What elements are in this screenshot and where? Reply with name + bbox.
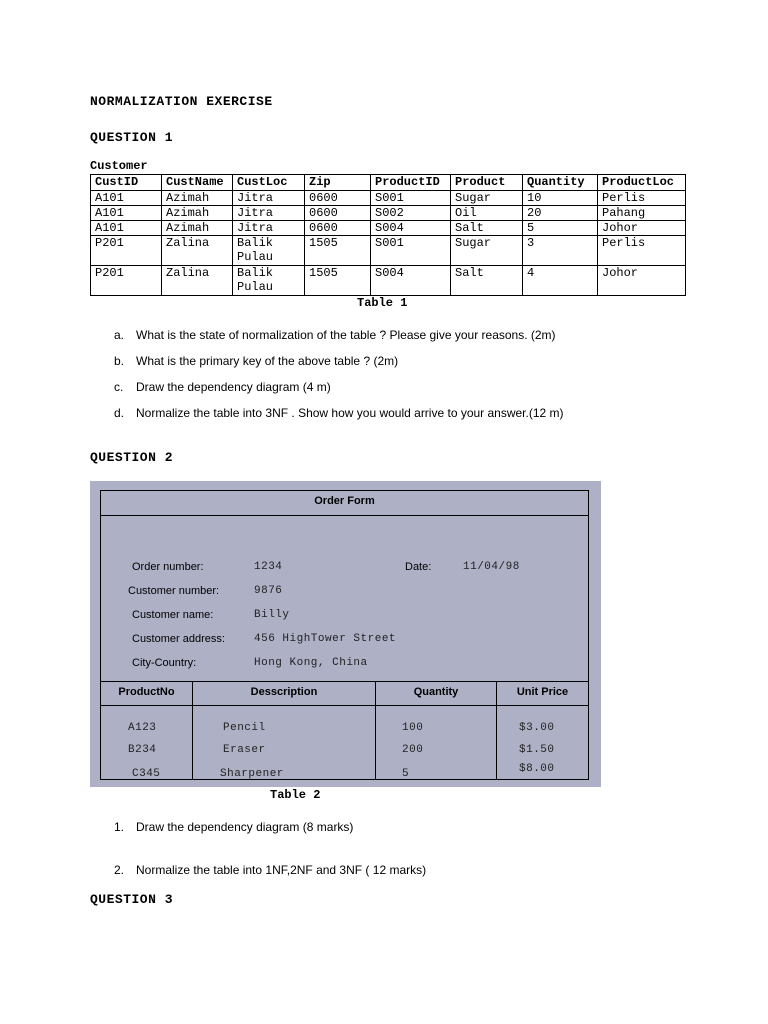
table-cell: 20 [523, 206, 598, 221]
question-2-heading: QUESTION 2 [90, 450, 174, 465]
item-text: Normalize the table into 1NF,2NF and 3NF ( 12 marks) [136, 863, 427, 877]
column-header: CustName [162, 175, 233, 191]
table-row [91, 236, 686, 266]
item-marker: 1. [114, 820, 125, 834]
table-cell: $8.00 [519, 763, 555, 775]
column-header: Zip [305, 175, 371, 191]
table-cell: S004 [371, 221, 451, 236]
table-cell: Azimah [162, 191, 233, 206]
table-cell: A101 [91, 221, 162, 236]
table-caption: Customer [90, 159, 148, 173]
table-cell: Sugar [451, 191, 523, 206]
table-cell: S001 [371, 191, 451, 206]
table-cell: S002 [371, 206, 451, 221]
table-cell: $1.50 [519, 744, 555, 756]
item-marker: 2. [114, 863, 125, 877]
city-country-label: City-Country: [132, 657, 197, 669]
order-number-label: Order number: [132, 561, 204, 573]
divider [101, 705, 588, 706]
table-cell: Johor [598, 221, 686, 236]
column-header: ProductNo [118, 686, 175, 698]
table-row [91, 206, 686, 221]
table-cell: Salt [451, 266, 523, 296]
table-cell: Eraser [223, 744, 266, 756]
date-label: Date: [405, 561, 432, 573]
table-cell: Balik Pulau [233, 236, 305, 266]
item-text: Normalize the table into 3NF . Show how you would arrive to your answer.(12 m) [136, 406, 564, 420]
table-row [91, 266, 686, 296]
item-marker: c. [114, 380, 124, 394]
table-cell: Pencil [223, 722, 266, 734]
table-cell: B234 [128, 744, 157, 756]
city-country-value: Hong Kong, China [254, 657, 368, 669]
table-cell: Azimah [162, 206, 233, 221]
table-cell: Perlis [598, 191, 686, 206]
order-form-frame [100, 490, 589, 780]
table-cell: Zalina [162, 266, 233, 296]
table-cell: 100 [402, 722, 424, 734]
table-cell: Perlis [598, 236, 686, 266]
table-cell: Pahang [598, 206, 686, 221]
table-cell: Balik Pulau [233, 266, 305, 296]
date-value: 11/04/98 [463, 561, 520, 573]
order-form-title-bar [101, 491, 588, 516]
column-header: ProductID [371, 175, 451, 191]
column-header: Quantity [523, 175, 598, 191]
order-form-title: Order Form [314, 495, 375, 507]
column-header: CustLoc [233, 175, 305, 191]
table-cell: A101 [91, 206, 162, 221]
customer-address-label: Customer address: [132, 633, 225, 645]
table-cell: P201 [91, 236, 162, 266]
order-number-value: 1234 [254, 561, 283, 573]
customer-address-value: 456 HighTower Street [254, 633, 397, 645]
table-cell: 4 [523, 266, 598, 296]
table-cell: S001 [371, 236, 451, 266]
column-header: CustID [91, 175, 162, 191]
table-cell: 5 [402, 768, 410, 780]
table-cell: Johor [598, 266, 686, 296]
column-header: Desscription [250, 686, 318, 698]
table-cell: 200 [402, 744, 424, 756]
table-cell: 1505 [305, 266, 371, 296]
table-2-label: Table 2 [270, 788, 321, 802]
table-cell: S004 [371, 266, 451, 296]
question-3-heading: QUESTION 3 [90, 892, 174, 907]
item-text: What is the primary key of the above table ? (2m) [136, 354, 399, 368]
table-cell: Sharpener [220, 768, 284, 780]
item-marker: d. [114, 406, 125, 420]
customer-number-label: Customer number: [128, 585, 220, 597]
table-cell: Jitra [233, 191, 305, 206]
item-text: Draw the dependency diagram (4 m) [136, 380, 331, 394]
table-cell: Sugar [451, 236, 523, 266]
question-1-heading: QUESTION 1 [90, 130, 174, 145]
customer-table [90, 174, 686, 296]
table-header-row [91, 175, 686, 191]
item-marker: a. [114, 328, 125, 342]
table-cell: 1505 [305, 236, 371, 266]
table-row [91, 191, 686, 206]
customer-name-label: Customer name: [132, 609, 214, 621]
table-cell: Zalina [162, 236, 233, 266]
column-header: Quantity [413, 686, 459, 698]
table-1-label: Table 1 [357, 296, 408, 310]
page-title: NORMALIZATION EXERCISE [90, 94, 273, 109]
item-marker: b. [114, 354, 125, 368]
table-cell: 0600 [305, 191, 371, 206]
table-cell: P201 [91, 266, 162, 296]
column-header: ProductLoc [598, 175, 686, 191]
table-cell: 5 [523, 221, 598, 236]
table-cell: C345 [132, 768, 161, 780]
table-cell: 0600 [305, 221, 371, 236]
column-header: Unit Price [516, 686, 569, 698]
column-header: Product [451, 175, 523, 191]
table-cell: Oil [451, 206, 523, 221]
table-cell: Azimah [162, 221, 233, 236]
table-cell: 3 [523, 236, 598, 266]
table-row [91, 221, 686, 236]
divider [101, 681, 588, 682]
table-cell: Jitra [233, 206, 305, 221]
table-cell: 10 [523, 191, 598, 206]
table-cell: 0600 [305, 206, 371, 221]
table-cell: Salt [451, 221, 523, 236]
customer-name-value: Billy [254, 609, 290, 621]
table-cell: Jitra [233, 221, 305, 236]
table-cell: $3.00 [519, 722, 555, 734]
item-text: Draw the dependency diagram (8 marks) [136, 820, 354, 834]
table-cell: A123 [128, 722, 157, 734]
order-form-image [90, 481, 601, 787]
customer-number-value: 9876 [254, 585, 283, 597]
item-text: What is the state of normalization of the table ? Please give your reasons. (2m) [136, 328, 556, 342]
table-cell: A101 [91, 191, 162, 206]
